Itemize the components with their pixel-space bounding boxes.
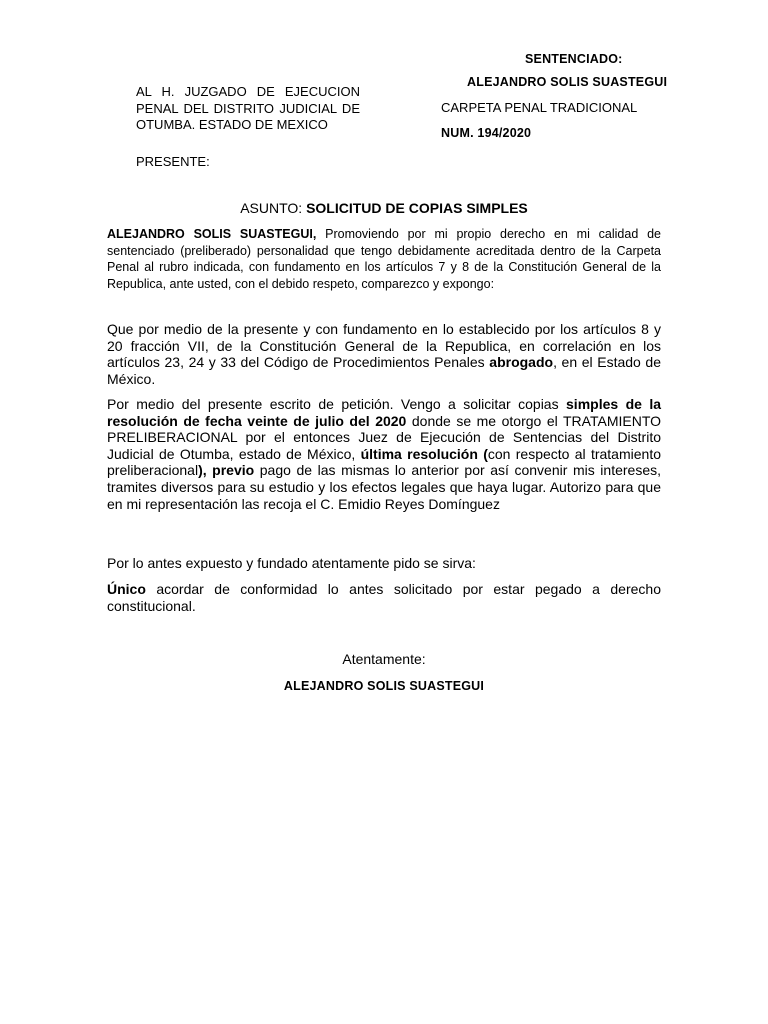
p4-bold: Único	[107, 581, 146, 597]
unico-paragraph	[107, 581, 661, 614]
legal-basis-paragraph	[107, 321, 661, 387]
p2-text-d: pago de las mismas lo anterior por así convenir mis intereses, tramites diversos para su estudio y los efectos legales que haya lugar. Autorizo para que en mi representación las recoja el C. Emidio Reyes Domínguez	[107, 462, 661, 512]
subject-label: ASUNTO:	[240, 200, 307, 216]
intro-text: Promoviendo por mi propio derecho en mi calidad de sentenciado (preliberado) personalidad que tengo debidamente acreditada dentro de la Carpeta Penal al rubro indicada, con fundamento en los artículos 7 y 8 de la Constitución General de la Republica, ante usted, con el debido respeto, comparezco y expongo:	[107, 227, 661, 291]
p1-text-b: , en el Estado de México.	[107, 354, 661, 387]
intro-name: ALEJANDRO SOLIS SUASTEGUI,	[107, 227, 317, 241]
carpeta-label: CARPETA PENAL TRADICIONAL	[441, 100, 638, 115]
p1-text-a: Que por medio de la presente y con fundamento en lo establecido por los artículos 8 y 20 fracción VII, de la Constitución General de la Republica, en correlación en los artículos 23, 24 y 33 del Código de Procedimientos Penales	[107, 321, 661, 371]
p2-bold-b: última resolución (	[360, 445, 488, 462]
p1-bold-a: abrogado	[489, 354, 554, 371]
p2-text-b: donde se me otorgo el TRATAMIENTO PRELIBERACIONAL por el entonces Juez de Ejecución de Sentencias del Distrito Judicial de Otumba, estado de México,	[107, 412, 662, 462]
intro-paragraph	[107, 226, 661, 292]
p2-text-c: con respecto al tratamiento preliberacional	[107, 445, 661, 479]
signature-name: ALEJANDRO SOLIS SUASTEGUI	[283, 679, 485, 693]
subject-line	[0, 200, 768, 216]
request-paragraph	[107, 396, 661, 512]
subject-text: SOLICITUD DE COPIAS SIMPLES	[306, 200, 528, 216]
atentamente-label: Atentamente:	[342, 651, 426, 667]
petition-paragraph: Por lo antes expuesto y fundado atentamente pido se sirva:	[107, 555, 476, 571]
sentenciado-name: ALEJANDRO SOLIS SUASTEGUI	[467, 75, 668, 89]
presente-label: PRESENTE:	[136, 154, 210, 169]
p4-text: acordar de conformidad lo antes solicitado por estar pegado a derecho constitucional.	[107, 581, 661, 614]
p2-bold-a: simples de la resolución de fecha veinte de julio del 2020	[107, 396, 661, 429]
sentenciado-label: SENTENCIADO:	[525, 52, 623, 66]
p2-bold-c: ), previo	[198, 462, 255, 479]
case-number: NUM. 194/2020	[441, 126, 532, 140]
court-addressee: AL H. JUZGADO DE EJECUCION PENAL DEL DISTRITO JUDICIAL DE OTUMBA. ESTADO DE MEXICO	[136, 84, 360, 132]
p2-text-a: Por medio del presente escrito de petición. Vengo a solicitar copias	[107, 396, 567, 412]
